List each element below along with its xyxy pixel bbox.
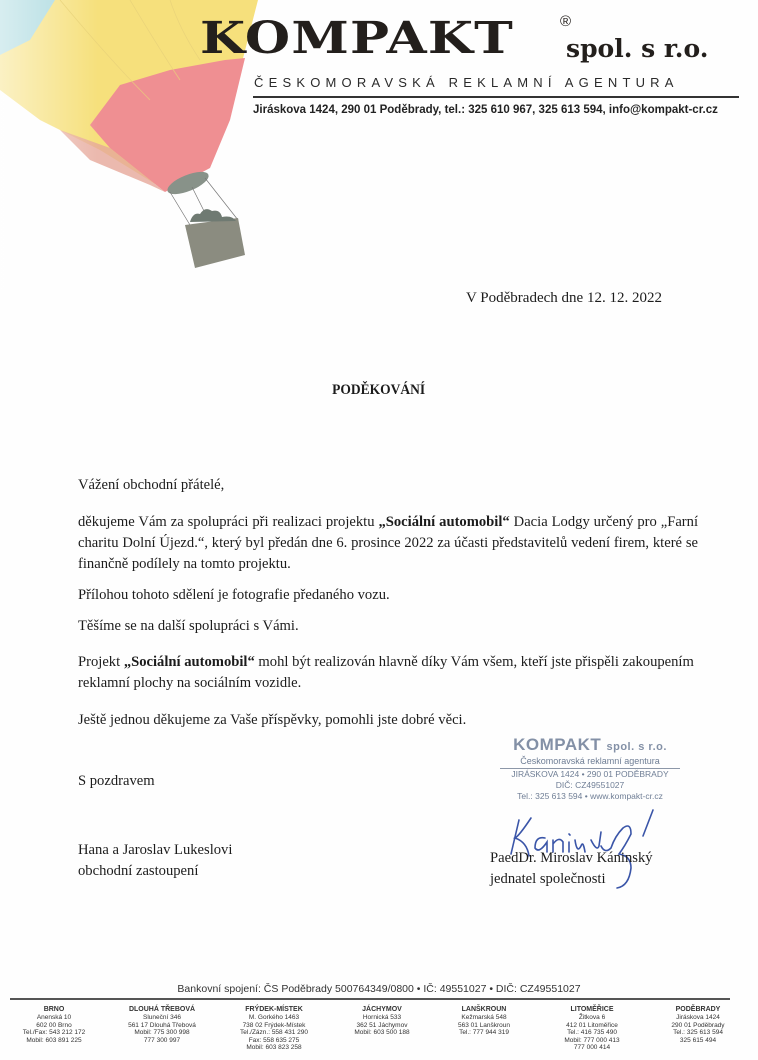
project-name: „Sociální automobil“ [123,654,255,670]
branch-line: 777 000 414 [573,1044,611,1052]
salutation: Vážení obchodní přátelé, [78,477,225,493]
header-contact-line: Jiráskova 1424, 290 01 Poděbrady, tel.: 325 610 967, 325 613 594, info@kompakt-cr.cz [253,104,718,116]
letter-title [0,382,758,399]
sender-left-name: Hana a Jaroslav Lukeslovi [78,842,233,858]
header-divider [253,96,739,98]
project-name: „Sociální automobil“ [378,514,510,530]
branch-line: 412 01 Litoměřice [566,1021,618,1029]
company-stamp [500,736,680,802]
paragraph-text: Projekt [78,654,124,670]
company-logo: KOMPAKT [200,13,515,64]
branch-line: 561 17 Dlouhá Třebová [128,1021,196,1029]
branch-lanskroun [432,1005,536,1052]
branch-line: Hornická 533 [362,1014,402,1021]
paragraph-final-thanks: Ještě jednou děkujeme za Vaše příspěvky, pomohli jste dobré věci. [78,712,467,728]
branch-jachymov [332,1005,432,1052]
footer-divider [10,998,730,1000]
branch-line: 362 51 Jáchymov [356,1021,408,1029]
branch-name: LITOMĚŘICE [570,1006,614,1013]
sender-right-name: PaedDr. Miroslav Káninský [490,850,653,866]
branch-name: FRÝDEK-MÍSTEK [245,1006,303,1013]
paragraph-text: Dacia Lodgy určený pro „Farní charitu Dolní Újezd.“, který byl předán dne 6. prosince 2022 za účasti představitelů vedení firem, které se finančně podílely na tomto projektu. [78,514,699,572]
stamp-address: JIRÁSKOVA 1424 • 290 01 PODĚBRADY [511,769,669,779]
paragraph-future: Těšíme se na další spolupráci s Vámi. [78,618,299,634]
paragraph-text: děkujeme Vám za spolupráci při realizaci projektu [78,514,379,530]
branch-line: Jiráskova 1424 [676,1014,720,1021]
branch-line: Tel./Zázn.: 558 431 290 [240,1029,308,1037]
branch-name: JÁCHYMOV [362,1006,402,1013]
stamp-company: KOMPAKT [513,735,602,754]
branch-line: Žitkova 6 [578,1014,606,1021]
sender-left-role: obchodní zastoupení [78,863,199,879]
sender-right [490,848,653,890]
branch-line: Tel./Fax: 543 212 172 [22,1029,86,1037]
branch-line: Mobil: 777 000 413 [564,1036,620,1044]
branch-line: Tel.: 416 735 490 [567,1029,617,1037]
branch-line: Mobil: 775 300 998 [134,1029,190,1037]
branch-name: BRNO [43,1006,65,1013]
company-legal-form: spol. s r.o. [566,34,709,63]
bank-details: Bankovní spojení: ČS Poděbrady 500764349/0800 • IČ: 49551027 • DIČ: CZ49551027 [177,983,581,995]
letter-title-text: PODĚKOVÁNÍ [332,382,426,398]
sender-left [78,840,232,882]
branch-line: 563 01 Lanškroun [457,1021,511,1029]
branch-line: Mobil: 603 891 225 [26,1036,82,1044]
registered-mark: ® [560,13,572,30]
branch-line: Kežmarská 548 [461,1014,507,1021]
branch-line: Tel.: 325 613 594 [673,1029,723,1037]
branch-line: Fax: 558 635 275 [248,1036,300,1044]
branch-dlouha-trebova [108,1005,216,1052]
paragraph-project [78,652,698,694]
branch-name: PODĚBRADY [675,1006,721,1013]
sender-right-role: jednatel společnosti [490,871,606,887]
branch-line: Mobil: 603 500 188 [354,1029,410,1037]
company-tagline: ČESKOMORAVSKÁ REKLAMNÍ AGENTURA [254,75,679,90]
branch-line: Mobil: 603 823 258 [246,1044,302,1052]
branch-frydek-mistek [216,1005,332,1052]
branch-list [0,1005,758,1052]
branch-line: Tel.: 777 944 319 [459,1029,509,1037]
branch-litomerice [536,1005,648,1052]
branch-name: DLOUHÁ TŘEBOVÁ [128,1006,196,1013]
stamp-logo [500,736,680,756]
paragraph-text: mohl být realizován hlavně díky Vám všem, kteří jste přispěli zakoupením reklamní plochy na sociálním vozidle. [78,654,694,691]
branch-line: 738 02 Frýdek-Místek [242,1021,306,1029]
branch-brno [0,1005,108,1052]
closing: S pozdravem [78,773,155,789]
paragraph-attachment: Přílohou tohoto sdělení je fotografie předaného vozu. [78,587,390,603]
stamp-contact: Tel.: 325 613 594 • www.kompakt-cr.cz [517,791,663,801]
stamp-dic: DIČ: CZ49551027 [555,780,625,790]
branch-line: 290 01 Poděbrady [671,1021,725,1029]
branch-line: Anenská 10 [36,1014,72,1021]
branch-line: 602 00 Brno [36,1021,72,1029]
branch-line: 777 300 997 [143,1036,181,1044]
stamp-legal-form: spol. s r.o. [606,741,667,753]
stamp-subtitle: Českomoravská reklamní agentura [500,756,680,769]
branch-line: 325 615 494 [679,1036,717,1044]
paragraph-thanks [78,512,698,575]
branch-name: LANŠKROUN [461,1006,507,1013]
branch-podebrady [648,1005,748,1052]
branch-line: M. Gorkého 1463 [248,1014,300,1021]
branch-line: Sluneční 346 [143,1014,181,1021]
place-date: V Poděbradech dne 12. 12. 2022 [466,290,662,306]
